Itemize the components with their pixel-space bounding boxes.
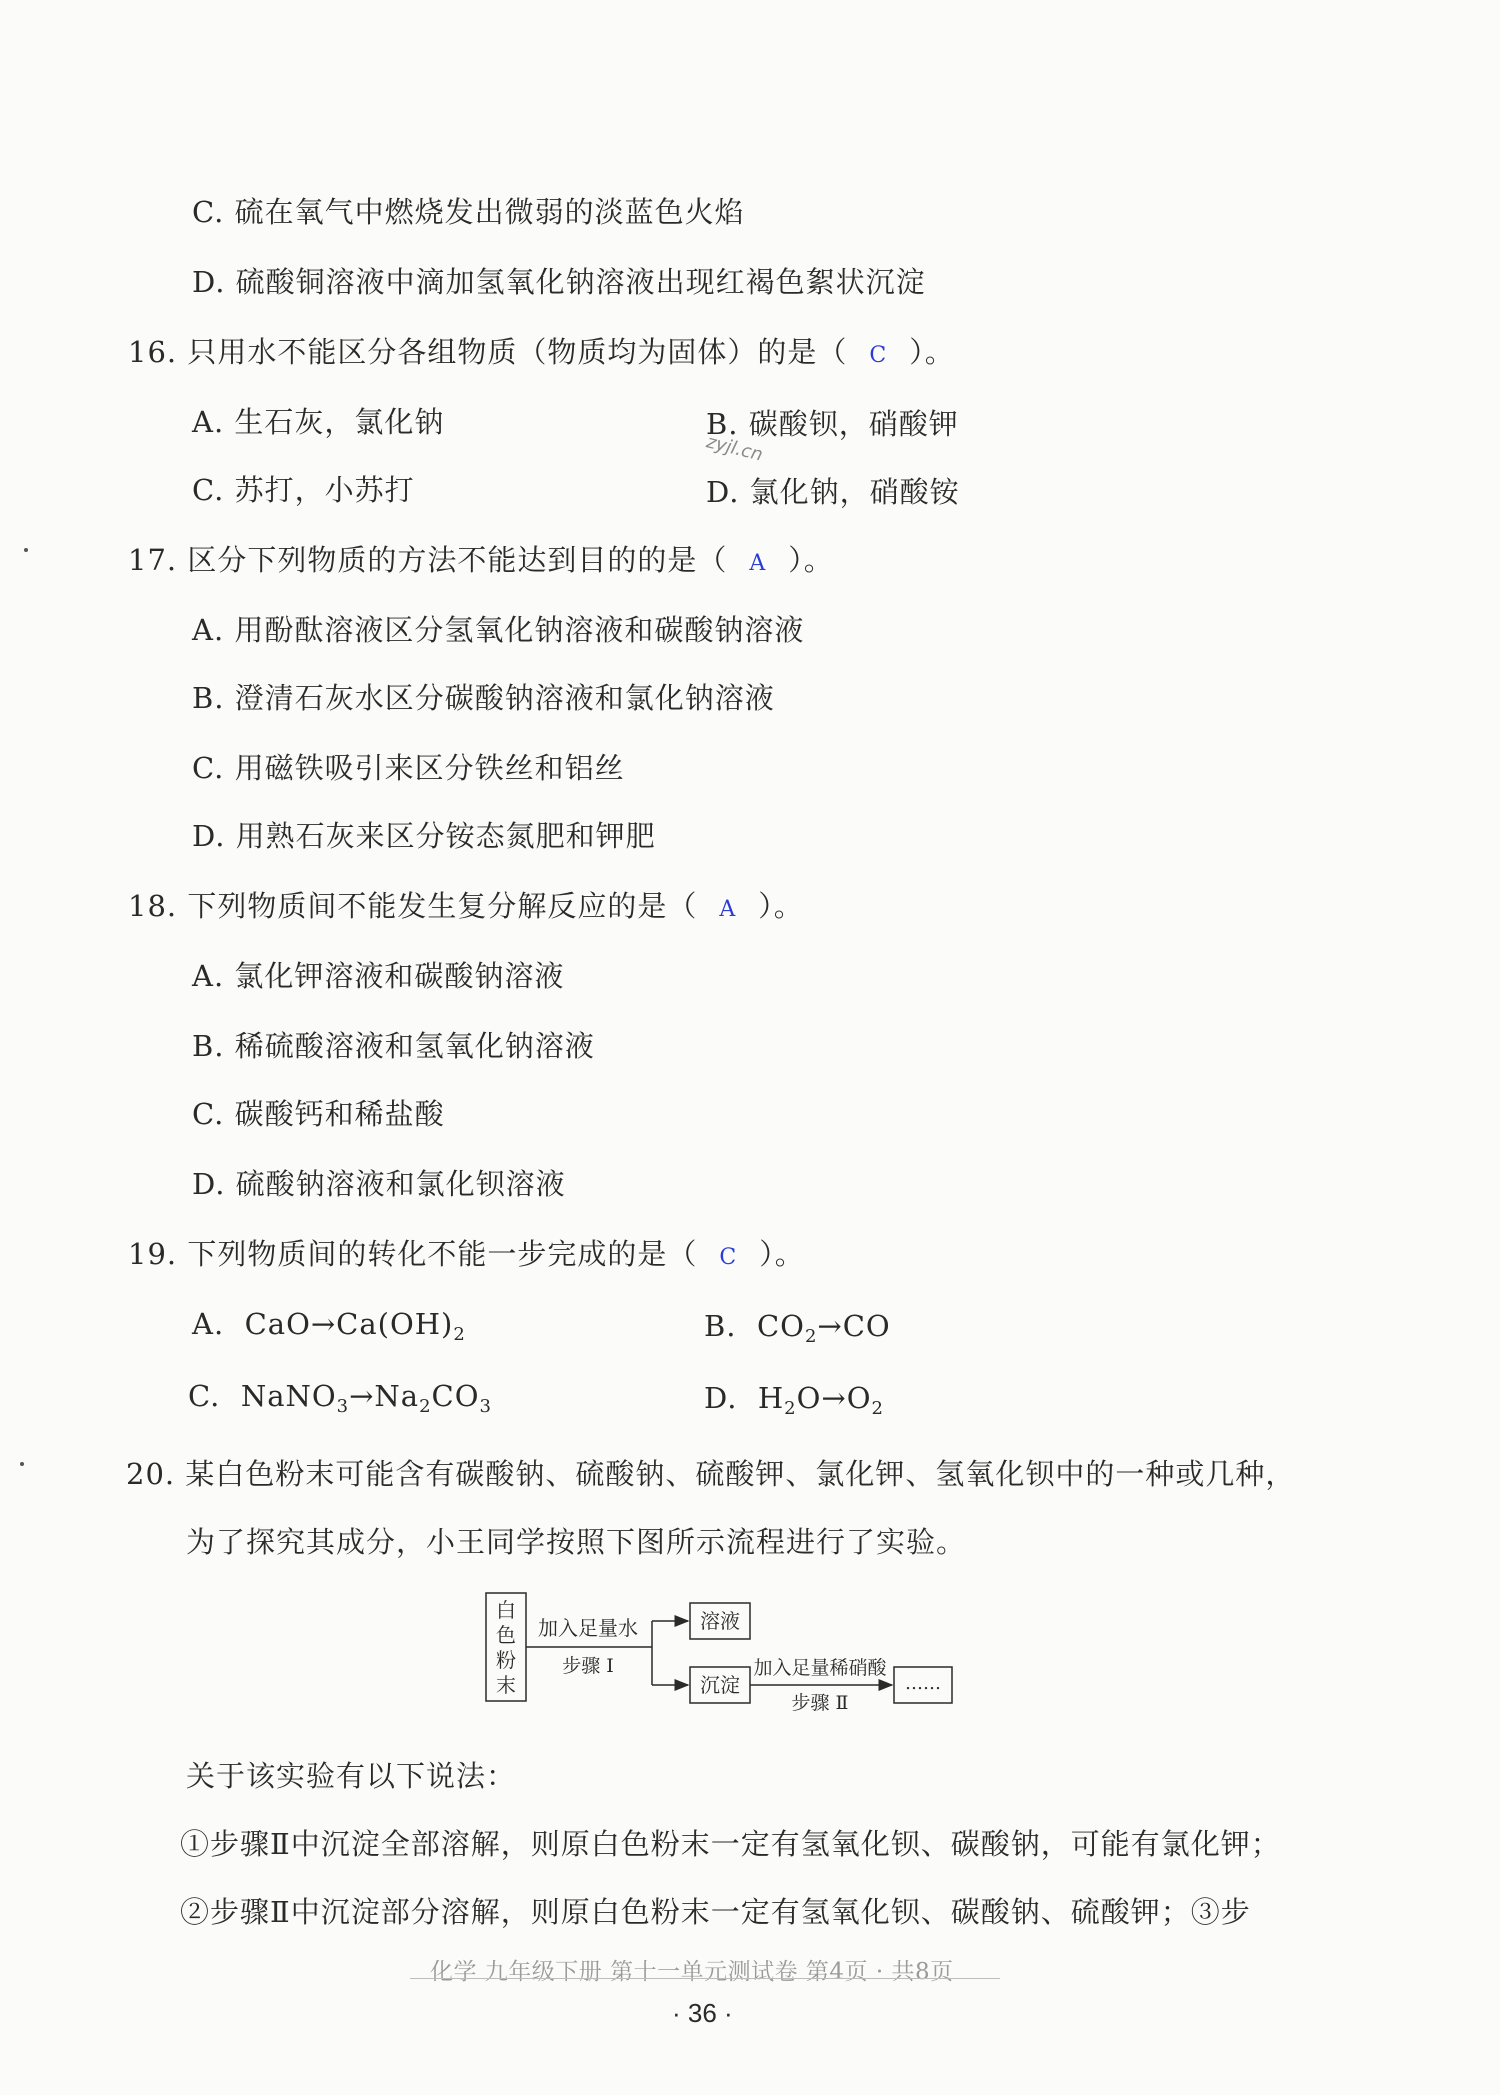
q19-option-d-formula-2: O→O xyxy=(796,1381,872,1415)
q20-statement-1: ①步骤Ⅱ中沉淀全部溶解，则原白色粉末一定有氢氧化钡、碳酸钠，可能有氯化钾； xyxy=(180,1827,1281,1861)
q19-option-c-label: C. xyxy=(188,1379,221,1413)
q20-intro: 关于该实验有以下说法： xyxy=(186,1759,517,1793)
q19-option-b-label: B. xyxy=(704,1309,737,1343)
q19-option-b-sub: 2 xyxy=(804,1326,818,1347)
q19-stem-end: ）。 xyxy=(759,1237,805,1271)
q18-option-d: D. 硫酸钠溶液和氯化钡溶液 xyxy=(192,1167,566,1201)
q20-stem-line2: 为了探究其成分，小王同学按照下图所示流程进行了实验。 xyxy=(186,1525,967,1559)
q17-option-b: B. 澄清石灰水区分碳酸钠溶液和氯化钠溶液 xyxy=(192,681,775,715)
q19-option-c-formula-3: CO xyxy=(431,1379,480,1413)
q19-option-d-label: D. xyxy=(704,1381,738,1415)
result-label: …… xyxy=(905,1673,941,1694)
q18-stem-end: ）。 xyxy=(758,889,804,923)
footer-divider xyxy=(410,1978,1000,1979)
q18-answer: A xyxy=(719,897,737,922)
q17-option-c: C. 用磁铁吸引来区分铁丝和铝丝 xyxy=(192,751,625,785)
q15-option-d: D. 硫酸铜溶液中滴加氢氧化钠溶液出现红褐色絮状沉淀 xyxy=(192,265,926,299)
q17-option-d: D. 用熟石灰来区分铵态氮肥和钾肥 xyxy=(192,819,656,853)
q17-stem xyxy=(128,543,834,577)
scan-speck xyxy=(24,548,28,552)
q19-option-d xyxy=(704,1381,884,1419)
q19-stem-text: 19. 下列物质间的转化不能一步完成的是（ xyxy=(128,1237,698,1271)
solution-label: 溶液 xyxy=(700,1609,740,1633)
q15-option-c: C. 硫在氧气中燃烧发出微弱的淡蓝色火焰 xyxy=(192,195,745,229)
q19-option-c-sub-1: 3 xyxy=(336,1396,350,1417)
q18-stem-text: 18. 下列物质间不能发生复分解反应的是（ xyxy=(128,889,698,923)
q19-option-a xyxy=(192,1307,466,1345)
q19-option-d-formula-1: H xyxy=(757,1381,785,1415)
q17-stem-end: ）。 xyxy=(788,543,834,577)
q19-option-d-sub-1: 2 xyxy=(784,1398,797,1419)
precipitate-label: 沉淀 xyxy=(700,1673,740,1697)
q16-stem-end: ）。 xyxy=(909,335,955,369)
q16-option-a: A. 生石灰，氯化钠 xyxy=(192,405,445,439)
q20-statement-2: ②步骤Ⅱ中沉淀部分溶解，则原白色粉末一定有氢氧化钡、碳酸钠、硫酸钾；③步 xyxy=(180,1895,1251,1929)
q16-answer: C xyxy=(869,343,888,368)
start-char-3: 粉 xyxy=(496,1648,516,1672)
q18-option-a: A. 氯化钾溶液和碳酸钠溶液 xyxy=(192,959,565,993)
start-char-4: 末 xyxy=(496,1673,516,1697)
experiment-flowchart xyxy=(480,1585,990,1715)
q16-stem-text: 16. 只用水不能区分各组物质（物质均为固体）的是（ xyxy=(128,335,848,369)
step1-name: 步骤 Ⅰ xyxy=(562,1655,614,1677)
q19-option-a-sub: 2 xyxy=(453,1324,466,1345)
page-number: · 36 · xyxy=(672,1998,733,2028)
q17-stem-text: 17. 区分下列物质的方法不能达到目的的是（ xyxy=(128,543,728,577)
step1-label: 加入足量水 xyxy=(538,1616,638,1640)
q19-option-c-sub-3: 3 xyxy=(479,1396,492,1417)
q19-option-b-formula-1: CO xyxy=(756,1309,805,1343)
q19-option-c-formula-1: NaNO xyxy=(240,1379,337,1413)
step2-label: 加入足量稀硝酸 xyxy=(753,1657,887,1679)
q16-option-b: B. 碳酸钡，硝酸钾 xyxy=(706,407,959,441)
q16-option-d: D. 氯化钠，硝酸铵 xyxy=(706,475,960,509)
q19-option-c-formula-2: →Na xyxy=(349,1379,420,1413)
footer-course-info: 化学 九年级下册 第十一单元测试卷 第4页 · 共8页 xyxy=(430,1959,954,1985)
step2-name: 步骤 Ⅱ xyxy=(791,1692,849,1714)
q16-option-c: C. 苏打，小苏打 xyxy=(192,473,415,507)
q19-option-d-sub-2: 2 xyxy=(871,1398,884,1419)
q19-option-a-formula: CaO→Ca(OH) xyxy=(244,1307,454,1341)
q19-option-b-formula-2: →CO xyxy=(817,1309,891,1343)
watermark: zyjl.cn xyxy=(704,431,765,466)
q19-option-c-sub-2: 2 xyxy=(419,1396,432,1417)
start-char-2: 色 xyxy=(496,1623,516,1647)
q18-option-c: C. 碳酸钙和稀盐酸 xyxy=(192,1097,445,1131)
q18-stem xyxy=(128,889,804,923)
q19-answer: C xyxy=(719,1245,738,1270)
start-char-1: 白 xyxy=(496,1598,516,1622)
q19-stem xyxy=(128,1237,805,1271)
scan-speck xyxy=(20,1462,24,1466)
q18-option-b: B. 稀硫酸溶液和氢氧化钠溶液 xyxy=(192,1029,595,1063)
q19-option-c xyxy=(188,1379,492,1417)
q19-option-b xyxy=(704,1309,891,1347)
q20-stem-line1: 20. 某白色粉末可能含有碳酸钠、硫酸钠、硫酸钾、氯化钾、氢氧化钡中的一种或几种， xyxy=(126,1457,1296,1491)
q16-stem xyxy=(128,335,955,369)
q17-answer: A xyxy=(749,551,767,576)
q19-option-a-label: A. xyxy=(192,1307,225,1341)
q17-option-a: A. 用酚酞溶液区分氢氧化钠溶液和碳酸钠溶液 xyxy=(192,613,805,647)
